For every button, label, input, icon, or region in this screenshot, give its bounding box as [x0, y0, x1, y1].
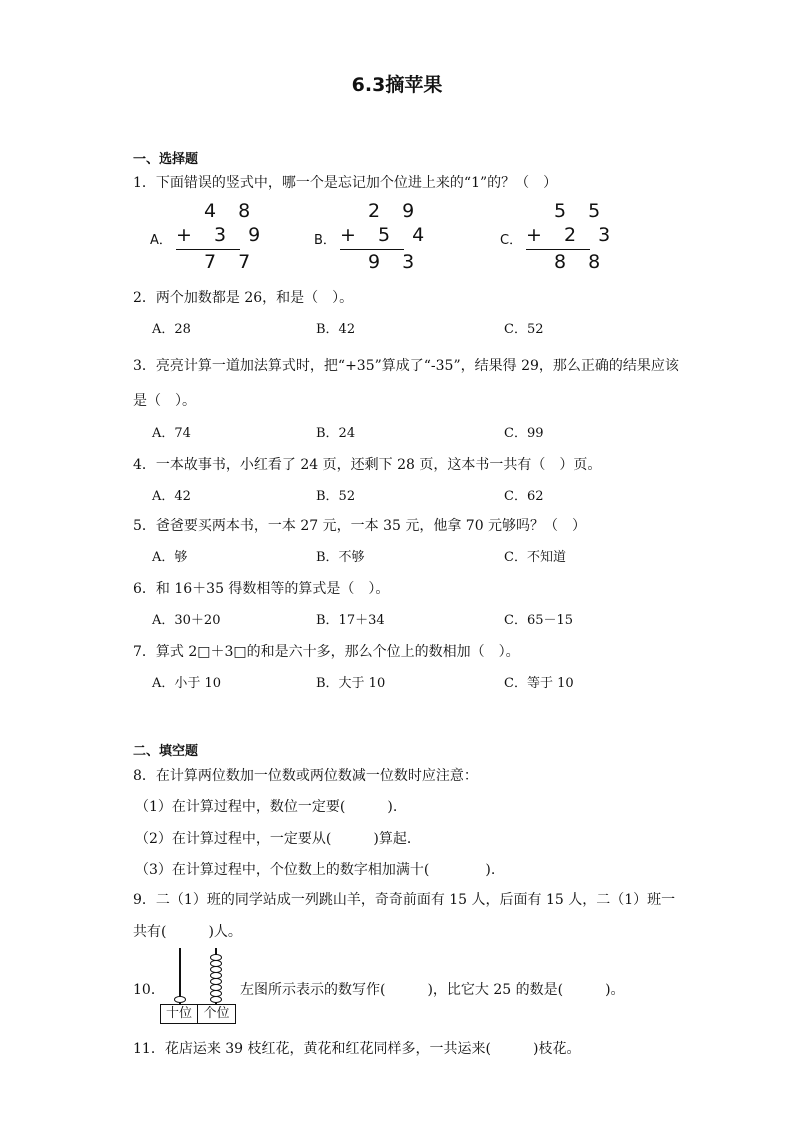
addend-top: 2 9 [368, 200, 423, 222]
ones-bead [210, 972, 222, 979]
q5-option-a[interactable]: A．够 [152, 550, 188, 565]
sum-line [340, 249, 404, 250]
addend-top: 5 5 [554, 200, 609, 222]
question-5: 5．爸爸要买两本书，一本 27 元，一本 35 元，他拿 70 元够吗？（ ） [133, 518, 587, 534]
question-10: 左图所示表示的数写作( )，比它大 25 的数是( )。 [240, 982, 625, 998]
q5-option-c[interactable]: C．不知道 [504, 550, 566, 565]
question-8-sub-3: （3）在计算过程中，个位数上的数字相加满十( ). [135, 862, 496, 878]
q4-option-a[interactable]: A．42 [152, 489, 191, 504]
q3-option-c[interactable]: C．99 [504, 426, 544, 441]
q6-option-c[interactable]: C．65－15 [504, 613, 574, 628]
ones-bead [210, 996, 222, 1003]
abacus-figure [160, 948, 236, 1026]
addend-bottom: + 5 4 [340, 224, 433, 246]
question-8: 8．在计算两位数加一位数或两位数减一位数时应注意： [133, 768, 478, 784]
ones-label: 个位 [197, 1004, 236, 1024]
question-6: 6．和 16＋35 得数相等的算式是（ ）。 [133, 581, 390, 597]
option-letter: C． [500, 233, 523, 248]
q4-option-c[interactable]: C．62 [504, 489, 544, 504]
tens-bead [174, 996, 186, 1003]
option-letter: A． [150, 233, 172, 248]
question-8-sub-2: （2）在计算过程中，一定要从( )算起． [135, 831, 421, 847]
q6-option-b[interactable]: B．17＋34 [316, 613, 385, 628]
ones-bead [210, 990, 222, 997]
q4-option-b[interactable]: B．52 [316, 489, 356, 504]
ones-bead [210, 954, 222, 961]
question-10-number: 10． [133, 982, 165, 998]
sum-line [526, 249, 590, 250]
ones-bead [210, 960, 222, 967]
q7-option-c[interactable]: C．等于 10 [504, 676, 574, 691]
q3-option-a[interactable]: A．74 [152, 426, 191, 441]
question-9-line-1: 9．二（1）班的同学站成一列跳山羊，奇奇前面有 15 人，后面有 15 人，二（1）班一 [133, 892, 676, 908]
question-1: 1．下面错误的竖式中，哪一个是忘记加个位进上来的“1”的？（ ） [133, 175, 558, 191]
ones-bead [210, 984, 222, 991]
q2-option-c[interactable]: C．52 [504, 322, 544, 337]
question-11: 11．花店运来 39 枝红花，黄花和红花同样多，一共运来( )枝花。 [133, 1041, 581, 1057]
q2-option-b[interactable]: B．42 [316, 322, 356, 337]
page-title: 6.3摘苹果 [351, 74, 443, 96]
question-4: 4．一本故事书，小红看了 24 页，还剩下 28 页，这本书一共有（ ）页。 [133, 457, 602, 473]
sum-result: 9 3 [368, 251, 423, 273]
ones-bead [210, 978, 222, 985]
question-9-line-2: 共有( )人。 [133, 924, 242, 940]
section-heading-fill: 二、填空题 [133, 744, 199, 759]
sum-result: 8 8 [554, 251, 609, 273]
ones-bead [210, 966, 222, 973]
question-3-line-2: 是（ ）。 [133, 393, 196, 409]
question-8-sub-1: （1）在计算过程中，数位一定要( ). [135, 799, 398, 815]
q7-option-a[interactable]: A．小于 10 [152, 676, 222, 691]
q5-option-b[interactable]: B．不够 [316, 550, 365, 565]
sum-line [176, 249, 240, 250]
addend-bottom: + 3 9 [176, 224, 269, 246]
sum-result: 7 7 [204, 251, 259, 273]
q6-option-a[interactable]: A．30＋20 [152, 613, 221, 628]
q7-option-b[interactable]: B．大于 10 [316, 676, 386, 691]
addend-top: 4 8 [204, 200, 259, 222]
section-heading-choice: 一、选择题 [133, 152, 199, 167]
q3-option-b[interactable]: B．24 [316, 426, 356, 441]
question-2: 2．两个加数都是 26，和是（ ）。 [133, 290, 354, 306]
q2-option-a[interactable]: A．28 [152, 322, 191, 337]
question-3-line-1: 3．亮亮计算一道加法算式时，把“+35”算成了“-35”，结果得 29，那么正确的结果应该 [133, 358, 679, 374]
question-7: 7．算式 2□＋3□的和是六十多，那么个位上的数相加（ ）。 [133, 644, 520, 660]
option-letter: B． [314, 233, 336, 248]
tens-label: 十位 [160, 1004, 198, 1024]
addend-bottom: + 2 3 [526, 224, 619, 246]
